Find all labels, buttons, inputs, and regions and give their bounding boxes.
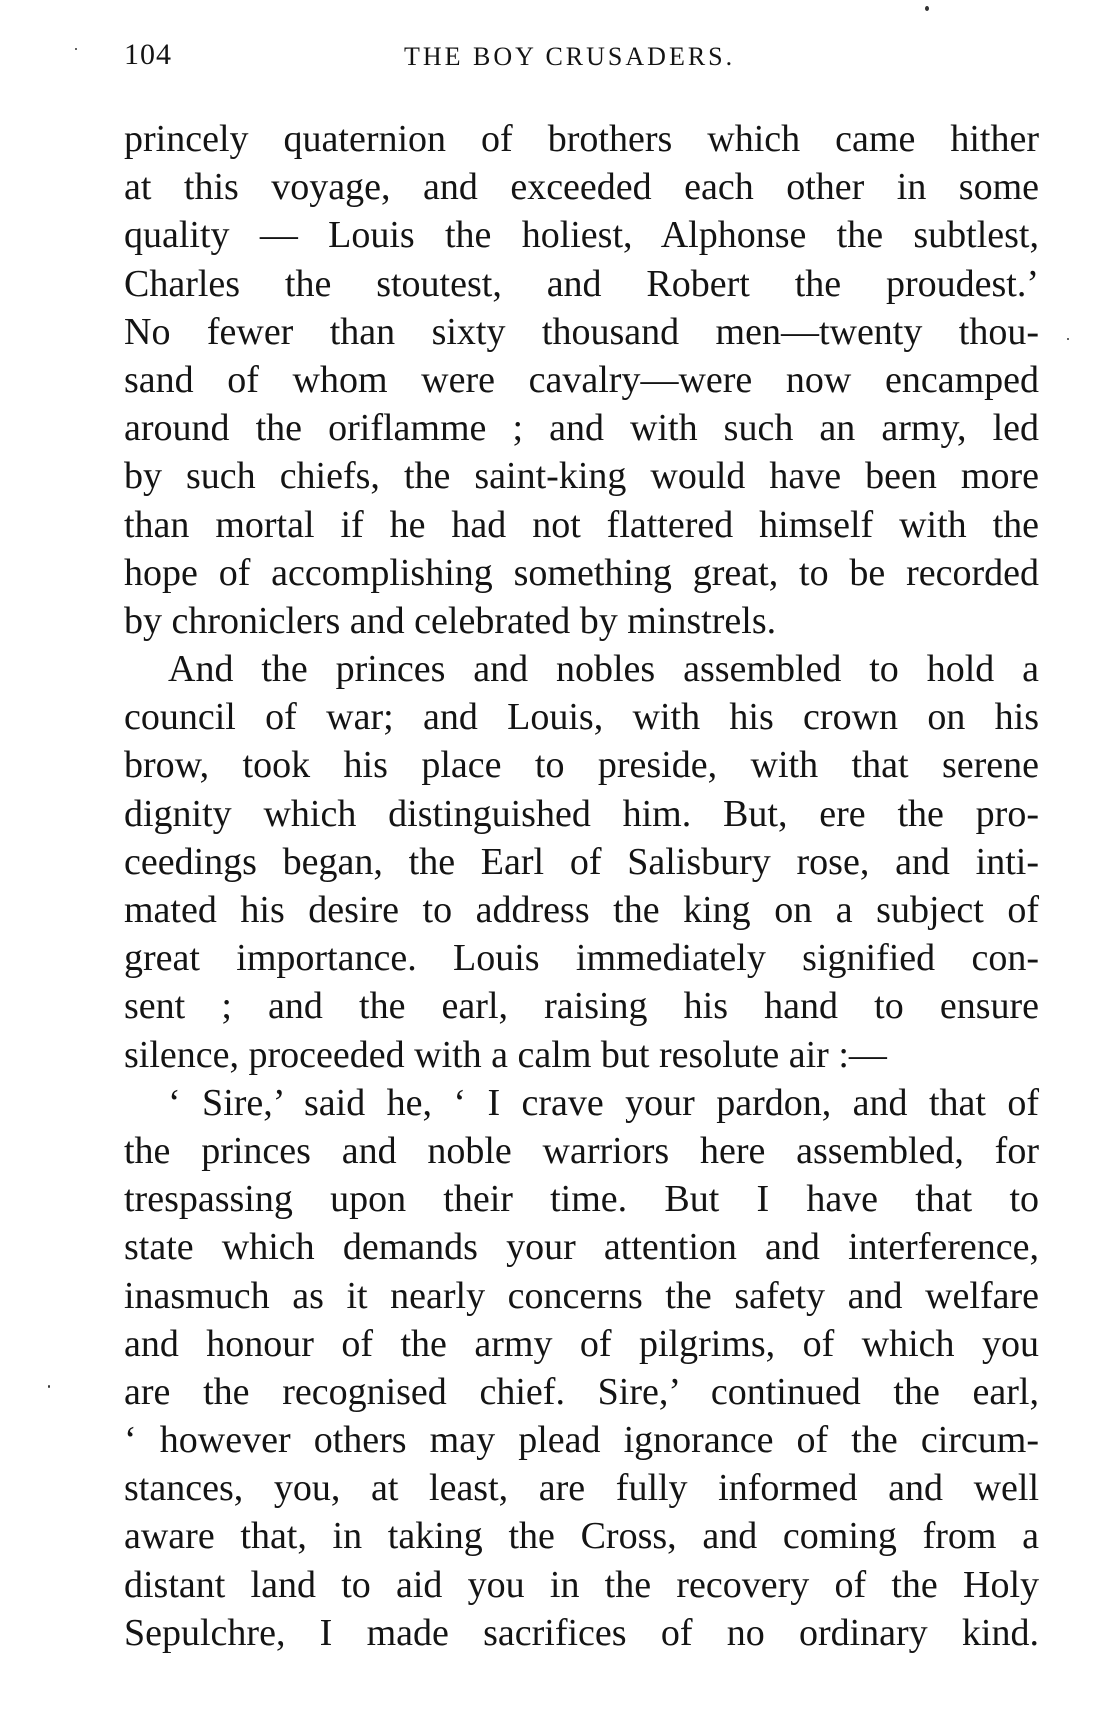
scan-speck <box>1067 338 1069 340</box>
text-line: by such chiefs, the saint-king would have been more <box>124 455 1039 498</box>
paragraph-1 <box>124 115 1039 645</box>
text-line: council of war; and Louis, with his crown on his <box>124 696 1039 739</box>
text-line: ‘ Sire,’ said he, ‘ I crave your pardon, and that of <box>168 1081 1039 1124</box>
paragraph-2 <box>124 645 1039 1079</box>
page-number: 104 <box>124 38 172 71</box>
body-text <box>124 115 1039 1657</box>
text-line: princely quaternion of brothers which came hither <box>124 118 1039 160</box>
text-line: the princes and noble warriors here assembled, for <box>124 1129 1039 1172</box>
text-line: inasmuch as it nearly concerns the safety and welfare <box>124 1274 1039 1317</box>
running-head: THE BOY CRUSADERS. <box>404 42 736 71</box>
text-line: No fewer than sixty thousand men—twenty thou- <box>124 310 1039 353</box>
text-line: trespassing upon their time. But I have that to <box>124 1178 1039 1221</box>
text-line: at this voyage, and exceeded each other in some <box>124 166 1039 209</box>
scan-speck <box>75 48 77 50</box>
text-line: silence, proceeded with a calm but resolute air :— <box>124 1033 887 1076</box>
text-line: than mortal if he had not flattered himself with the <box>124 503 1039 546</box>
text-line: mated his desire to address the king on a subject of <box>124 889 1039 931</box>
text-line: aware that, in taking the Cross, and coming from a <box>124 1515 1039 1558</box>
text-line: sent ; and the earl, raising his hand to ensure <box>124 985 1039 1028</box>
text-line: hope of accomplishing something great, to be recorded <box>124 551 1039 594</box>
text-line: quality — Louis the holiest, Alphonse the subtlest, <box>124 214 1039 257</box>
text-line: distant land to aid you in the recovery of the Holy <box>124 1563 1039 1606</box>
text-line: great importance. Louis immediately signified con- <box>124 937 1039 980</box>
text-line: around the oriflamme ; and with such an army, led <box>124 407 1039 450</box>
text-line: state which demands your attention and interference, <box>124 1226 1039 1269</box>
page-header <box>124 34 1034 74</box>
text-line: stances, you, at least, are fully informed and well <box>124 1467 1039 1510</box>
text-line: ceedings began, the Earl of Salisbury rose, and inti- <box>124 840 1039 883</box>
text-line: and honour of the army of pilgrims, of which you <box>124 1322 1039 1365</box>
paragraph-3 <box>124 1079 1039 1657</box>
text-line: ‘ however others may plead ignorance of the circum- <box>124 1419 1039 1462</box>
text-line: Sepulchre, I made sacrifices of no ordinary kind. <box>124 1611 1039 1654</box>
text-line: dignity which distinguished him. But, ere the pro- <box>124 792 1039 835</box>
text-line: brow, took his place to preside, with that serene <box>124 744 1039 787</box>
scan-speck <box>925 6 929 11</box>
text-line: are the recognised chief. Sire,’ continued the earl, <box>124 1370 1039 1413</box>
text-line: sand of whom were cavalry—were now encamped <box>124 358 1039 401</box>
text-line: And the princes and nobles assembled to hold a <box>168 648 1039 691</box>
text-line: by chroniclers and celebrated by minstrels. <box>124 599 777 642</box>
scan-speck <box>48 1385 50 1388</box>
text-line: Charles the stoutest, and Robert the proudest.’ <box>124 262 1039 305</box>
